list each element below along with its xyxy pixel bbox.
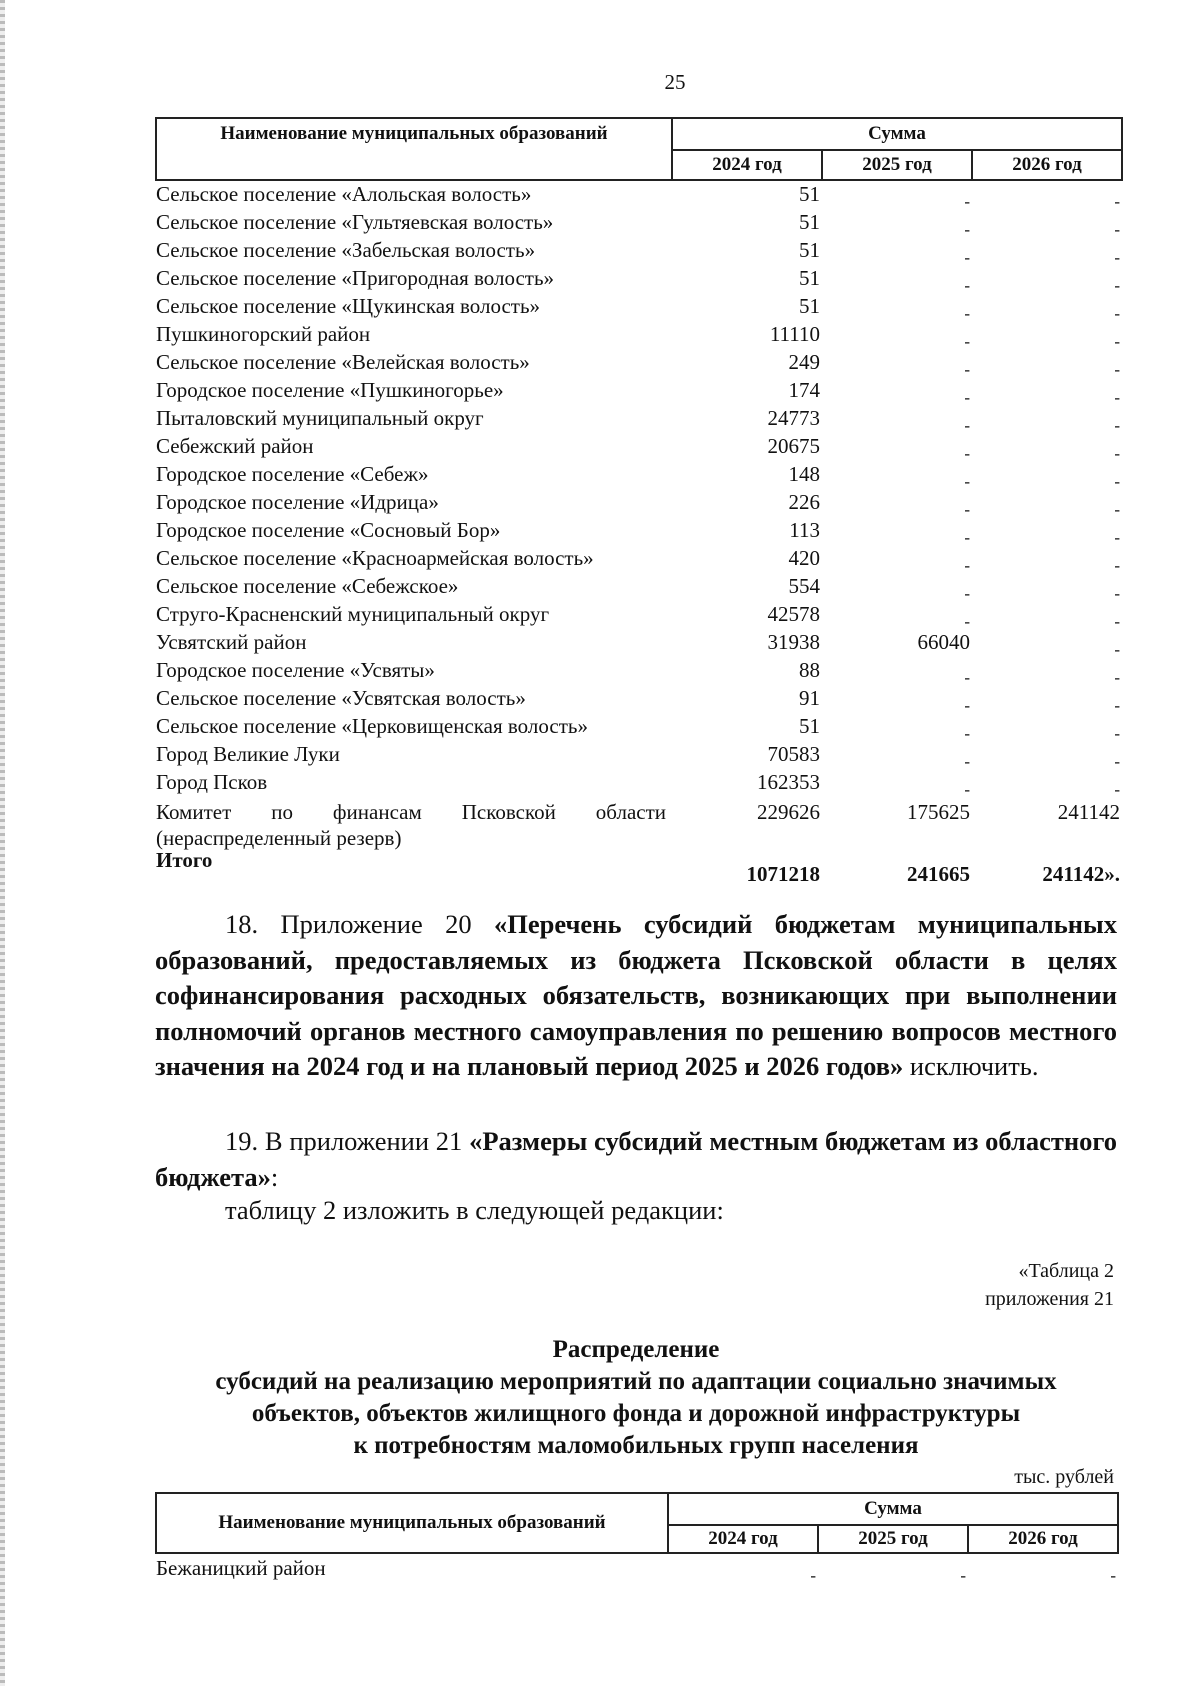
clause-18 [155, 907, 1117, 1085]
table1-value-2024: 51 [799, 294, 820, 318]
table2-value-2026: - [1110, 1566, 1116, 1585]
table-ref-line1: «Таблица 2 [1018, 1260, 1114, 1282]
table1-header-sum: Сумма [672, 118, 1122, 150]
table1-total-row [156, 851, 1122, 889]
table1-value-2024: 51 [799, 714, 820, 738]
table-row [156, 293, 1122, 321]
table1-value-2026: - [1114, 528, 1120, 547]
heading-line3: объектов, объектов жилищного фонда и дорожной инфраструктуры [251, 1400, 1021, 1427]
table1-value-2025: - [964, 360, 970, 379]
table-row [156, 629, 1122, 657]
table1-row-name: Городское поселение «Усвяты» [156, 658, 435, 682]
table2-header-sum: Сумма [668, 1493, 1118, 1525]
table1-value-2025: - [964, 584, 970, 603]
table-row [156, 769, 1122, 797]
table1-row-name: Городское поселение «Идрица» [156, 490, 439, 514]
table-row [156, 741, 1122, 769]
table1-value-2024: 24773 [767, 406, 820, 430]
heading-line2: субсидий на реализацию мероприятий по адаптации социально значимых [215, 1368, 1057, 1395]
clause19-tail: : [270, 1161, 279, 1192]
table1-value-2025: - [964, 220, 970, 239]
table1-value-2024: 554 [788, 574, 820, 598]
table1-value-2025: - [964, 752, 970, 771]
table1-value-2026: - [1114, 584, 1120, 603]
clause-19 [155, 1124, 1117, 1195]
table1-value-2024: 174 [788, 378, 820, 402]
table1-row-name: Сельское поселение «Церковищенская волость» [156, 714, 588, 738]
table1-value-2024: 51 [799, 210, 820, 234]
table1-value-2024: 249 [788, 350, 820, 374]
table1-value-2026: - [1114, 724, 1120, 743]
table2-header-2024: 2024 год [668, 1525, 818, 1553]
table1-value-2026: - [1114, 276, 1120, 295]
table1-value-2025: - [964, 780, 970, 799]
table-row [156, 489, 1122, 517]
table1-value-2026: - [1114, 668, 1120, 687]
table-row [156, 265, 1122, 293]
table1-row-name: Сельское поселение «Красноармейская волость» [156, 546, 594, 570]
table1-value-2024: 91 [799, 686, 820, 710]
table-row [156, 405, 1122, 433]
table1-row-name: Сельское поселение «Велейская волость» [156, 350, 530, 374]
table-row [156, 573, 1122, 601]
table1-value-2025: - [964, 668, 970, 687]
table1-total-label: Итого [156, 848, 213, 872]
table1-committee-2026: 241142 [1057, 800, 1120, 824]
table-row [156, 377, 1122, 405]
table1-value-2024: 162353 [757, 770, 820, 794]
table-row [156, 545, 1122, 573]
table1-value-2026: - [1114, 248, 1120, 267]
table2-value-2025: - [960, 1566, 966, 1585]
table1-header-name: Наименование муниципальных образований [156, 118, 672, 180]
clause19-title: «Размеры субсидий местным бюджетам из областного бюджета» [155, 1126, 1118, 1192]
table1-value-2024: 113 [789, 518, 820, 542]
subsidy-table-1 [155, 117, 1123, 889]
units-label: тыс. рублей [1014, 1466, 1114, 1488]
table1-value-2025: - [964, 696, 970, 715]
table-row [156, 180, 1122, 209]
table1-row-name: Городское поселение «Пушкиногорье» [156, 378, 504, 402]
table1-row-name: Себежский район [156, 434, 314, 458]
table1-value-2026: - [1114, 360, 1120, 379]
table1-value-2026: - [1114, 612, 1120, 631]
table1-row-name: Городское поселение «Сосновый Бор» [156, 518, 501, 542]
table2-row-name: Бежаницкий район [156, 1556, 326, 1580]
table1-row-name: Сельское поселение «Забельская волость» [156, 238, 536, 262]
table-row [156, 517, 1122, 545]
table1-value-2025: - [964, 444, 970, 463]
table-ref-line2: приложения 21 [985, 1288, 1114, 1310]
table1-value-2025: - [964, 332, 970, 351]
table1-row-name: Город Великие Луки [156, 742, 340, 766]
table1-row-name: Сельское поселение «Щукинская волость» [156, 294, 541, 318]
table1-value-2025: - [964, 248, 970, 267]
table1-value-2026: - [1114, 500, 1120, 519]
clause-19-line2 [155, 1193, 1117, 1229]
table1-row-name: Пушкиногорский район [156, 322, 371, 346]
table1-row-name: Пыталовский муниципальный округ [156, 406, 484, 430]
table-row [156, 349, 1122, 377]
table1-value-2024: 51 [799, 238, 820, 262]
scan-edge [0, 0, 5, 1686]
table1-value-2025: - [964, 528, 970, 547]
table-row [156, 321, 1122, 349]
table1-value-2024: 420 [788, 546, 820, 570]
page-number: 25 [664, 70, 686, 94]
table1-row-name: Сельское поселение «Алольская волость» [156, 182, 532, 206]
table1-value-2025: - [964, 388, 970, 407]
table1-total-2025: 241665 [907, 862, 970, 886]
clause18-tail: исключить. [903, 1051, 1039, 1081]
table-row [156, 601, 1122, 629]
table-row [156, 685, 1122, 713]
table1-value-2025: - [964, 472, 970, 491]
table1-value-2024: 51 [799, 182, 820, 206]
table1-body [156, 180, 1122, 889]
clause19-lead: 19. В приложении 21 [225, 1126, 470, 1156]
table2-body [156, 1553, 1118, 1584]
table1-value-2026: - [1114, 556, 1120, 575]
table1-value-2024: 31938 [767, 630, 820, 654]
table1-value-2024: 70583 [767, 742, 820, 766]
table-row [156, 237, 1122, 265]
table2-header-2026: 2026 год [968, 1525, 1118, 1553]
table1-value-2025: - [964, 500, 970, 519]
table1-value-2025: 66040 [917, 630, 970, 654]
table1-row-name: Сельское поселение «Себежское» [156, 574, 459, 598]
table1-value-2024: 11110 [769, 322, 820, 346]
table1-row-name: Городское поселение «Себеж» [156, 462, 429, 486]
table1-header-2026: 2026 год [972, 150, 1122, 180]
table1-header-2025: 2025 год [822, 150, 972, 180]
table1-row-name: Струго-Красненский муниципальный округ [156, 602, 550, 626]
table1-value-2026: - [1114, 332, 1120, 351]
table1-value-2026: - [1114, 752, 1120, 771]
distribution-heading [155, 1334, 1117, 1462]
table1-value-2026: - [1114, 780, 1120, 799]
table1-value-2025: - [964, 276, 970, 295]
table-row [156, 657, 1122, 685]
table1-value-2024: 148 [788, 462, 820, 486]
table1-value-2026: - [1114, 696, 1120, 715]
table2-header-2025: 2025 год [818, 1525, 968, 1553]
table1-value-2026: - [1114, 388, 1120, 407]
table-row [156, 713, 1122, 741]
table1-value-2025: - [964, 416, 970, 435]
table-row [156, 433, 1122, 461]
table1-value-2025: - [964, 304, 970, 323]
table1-total-2026: 241142». [1042, 862, 1120, 886]
table1-value-2024: 88 [799, 658, 820, 682]
table1-value-2025: - [964, 724, 970, 743]
table-row [156, 461, 1122, 489]
table1-row-name: Сельское поселение «Пригородная волость» [156, 266, 555, 290]
table1-value-2026: - [1114, 640, 1120, 659]
table1-committee-2024: 229626 [757, 800, 820, 824]
table1-row-name: Сельское поселение «Гультяевская волость» [156, 210, 554, 234]
table1-value-2025: - [964, 612, 970, 631]
table1-value-2025: - [964, 556, 970, 575]
table-reference [985, 1257, 1114, 1313]
subsidy-table-2 [155, 1492, 1119, 1584]
table1-value-2026: - [1114, 444, 1120, 463]
table-row [156, 797, 1122, 851]
table1-value-2026: - [1114, 220, 1120, 239]
table1-value-2024: 226 [788, 490, 820, 514]
table1-value-2026: - [1114, 192, 1120, 211]
table2-header-name: Наименование муниципальных образований [156, 1493, 668, 1553]
table1-value-2024: 51 [799, 266, 820, 290]
clause18-lead: 18. Приложение 20 [225, 909, 494, 939]
table2-value-2024: - [810, 1566, 816, 1585]
heading-line4: к потребностям маломобильных групп населения [353, 1432, 919, 1459]
table1-committee-2025: 175625 [907, 800, 970, 824]
table1-row-name: Город Псков [156, 770, 268, 794]
table1-value-2026: - [1114, 416, 1120, 435]
table1-value-2025: - [964, 192, 970, 211]
table1-value-2026: - [1114, 472, 1120, 491]
table1-header-2024: 2024 год [672, 150, 822, 180]
heading-line1: Распределение [552, 1336, 720, 1363]
table1-value-2024: 42578 [767, 602, 820, 626]
table-row [156, 1553, 1118, 1584]
table-row [156, 209, 1122, 237]
table1-value-2026: - [1114, 304, 1120, 323]
table1-row-name: Сельское поселение «Усвятская волость» [156, 686, 526, 710]
clause18-title: «Перечень субсидий бюджетам муниципальных образований, предоставляемых из бюджета Псковской области в целях софинансирования расходных обязательств, возникающих при выполнении полномочий органов местного самоуправления по решению вопросов местного значения на 2024 год и на плановый период 2025 и 2026 годов» [155, 909, 1117, 1081]
table1-row-name: Усвятский район [156, 630, 307, 654]
clause19-instruction: таблицу 2 изложить в следующей редакции: [225, 1195, 724, 1225]
table1-committee-name: Комитет по финансам Псковской области (нераспределенный резерв) [156, 800, 666, 850]
table1-total-2024: 1071218 [746, 862, 820, 886]
table1-value-2024: 20675 [767, 434, 820, 458]
